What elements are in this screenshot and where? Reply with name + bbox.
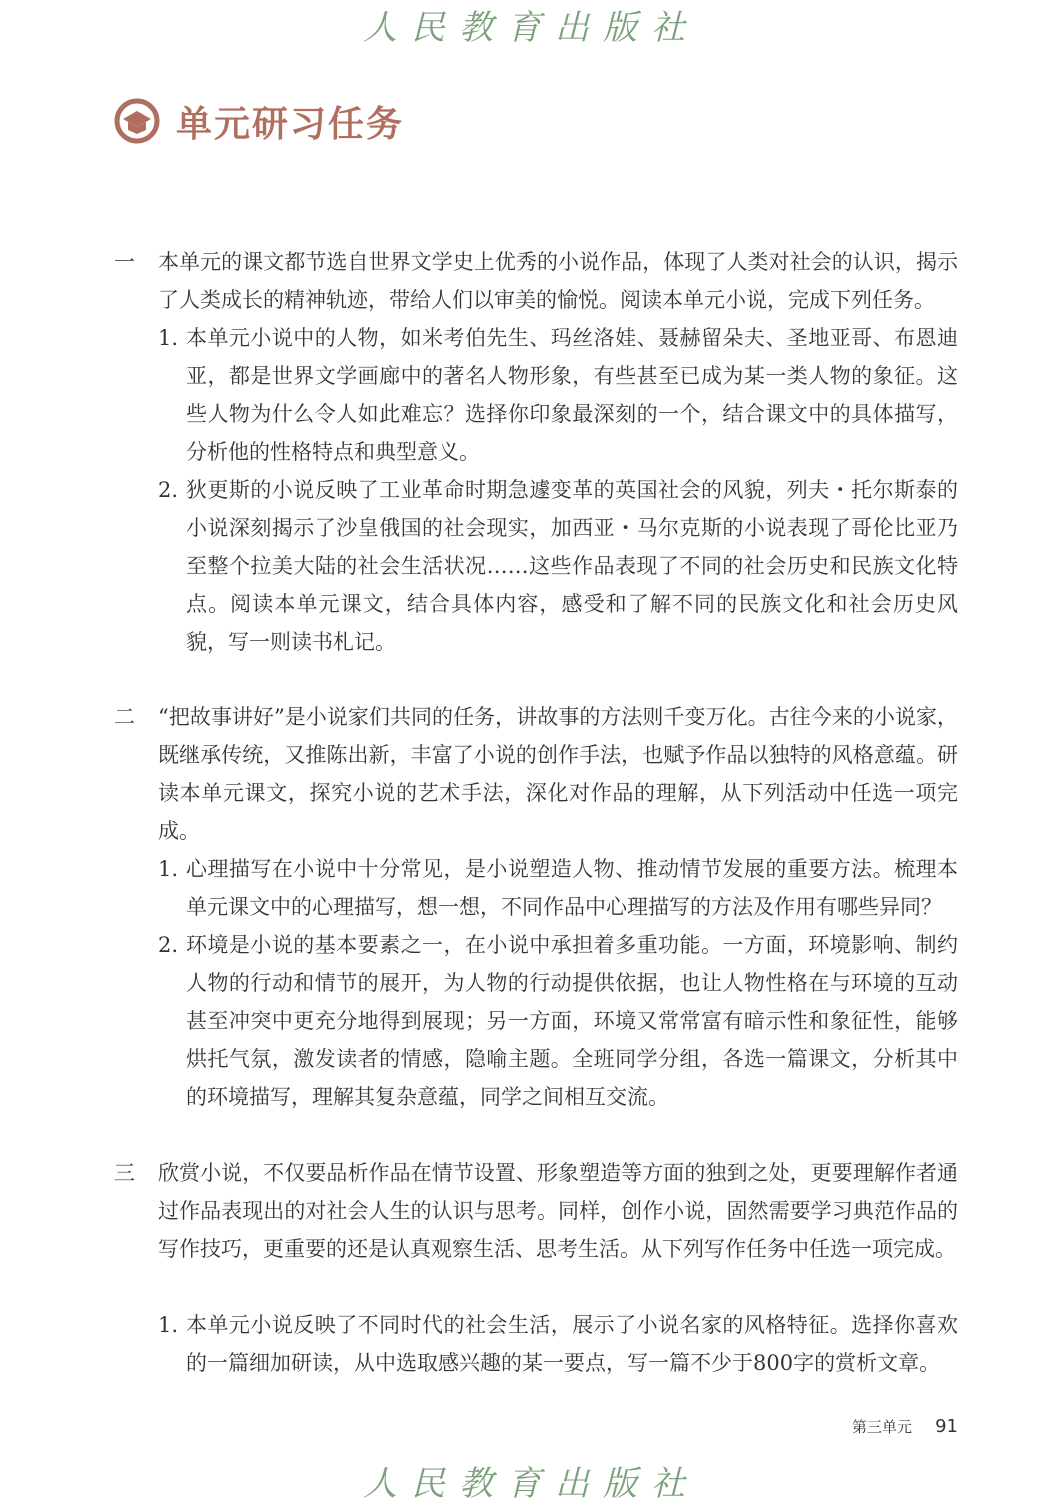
task-number: 二 (114, 705, 135, 729)
item-text: 本单元小说中的人物，如米考伯先生、玛丝洛娃、聂赫留朵夫、圣地亚哥、布恩迪亚，都是世界文学画廊中的著名人物形象，有些甚至已成为某一类人物的象征。这些人物为什么令人如此难忘？选择你印象最深刻的一个，结合课文中的具体描写，分析他的性格特点和典型意义。 (186, 326, 958, 464)
item-number: 1. (158, 857, 179, 881)
task-text: 欣赏小说，不仅要品析作品在情节设置、形象塑造等方面的独到之处，更要理解作者通过作品表现出的对社会人生的认识与思考。同样，创作小说，固然需要学习典范作品的写作技巧，更重要的还是认真观察生活、思考生活。从下列写作任务中任选一项完成。 (158, 1161, 958, 1261)
item-number: 1. (158, 326, 179, 350)
item-text: 狄更斯的小说反映了工业革命时期急遽变革的英国社会的风貌，列夫・托尔斯泰的小说深刻揭示了沙皇俄国的社会现实，加西亚・马尔克斯的小说表现了哥伦比亚乃至整个拉美大陆的社会生活状况……这些作品表现了不同的社会历史和民族文化特点。阅读本单元课文，结合具体内容，感受和了解不同的民族文化和社会历史风貌，写一则读书札记。 (186, 478, 958, 654)
task-text: “把故事讲好”是小说家们共同的任务，讲故事的方法则千变万化。古往今来的小说家，既继承传统，又推陈出新，丰富了小说的创作手法，也赋予作品以独特的风格意蕴。研读本单元课文，探究小说的艺术手法，深化对作品的理解，从下列活动中任选一项完成。 (158, 705, 958, 843)
page-number: 91 (935, 1416, 958, 1437)
graduation-cap-icon (114, 98, 160, 144)
task-item (158, 926, 958, 1116)
page-footer (852, 1416, 958, 1437)
publisher-logo-top: 人民教育出版社 (363, 8, 699, 48)
task-item (158, 1306, 958, 1382)
item-number: 1. (158, 1313, 179, 1337)
item-number: 2. (158, 478, 179, 502)
task-number: 三 (114, 1161, 135, 1185)
item-number: 2. (158, 933, 179, 957)
task-number: 一 (114, 250, 135, 274)
item-text: 心理描写在小说中十分常见，是小说塑造人物、推动情节发展的重要方法。梳理本单元课文中的心理描写，想一想，不同作品中心理描写的方法及作用有哪些异同？ (186, 857, 958, 919)
task-text: 本单元的课文都节选自世界文学史上优秀的小说作品，体现了人类对社会的认识，揭示了人类成长的精神轨迹，带给人们以审美的愉悦。阅读本单元小说，完成下列任务。 (158, 250, 958, 312)
section-heading (114, 96, 404, 146)
publisher-logo-bottom: 人民教育出版社 (363, 1464, 699, 1504)
task-item (158, 319, 958, 471)
task-item (158, 850, 958, 926)
task-item (158, 471, 958, 661)
page-title: 单元研习任务 (176, 103, 405, 145)
unit-label: 第三单元 (851, 1418, 912, 1436)
item-text: 本单元小说反映了不同时代的社会生活，展示了小说名家的风格特征。选择你喜欢的一篇细加研读，从中选取感兴趣的某一要点，写一篇不少于800字的赏析文章。 (186, 1313, 958, 1375)
item-text: 环境是小说的基本要素之一，在小说中承担着多重功能。一方面，环境影响、制约人物的行动和情节的展开，为人物的行动提供依据，也让人物性格在与环境的互动甚至冲突中更充分地得到展现；另一方面，环境又常常富有暗示性和象征性，能够烘托气氛，激发读者的情感，隐喻主题。全班同学分组，各选一篇课文，分析其中的环境描写，理解其复杂意蕴，同学之间相互交流。 (186, 933, 958, 1109)
